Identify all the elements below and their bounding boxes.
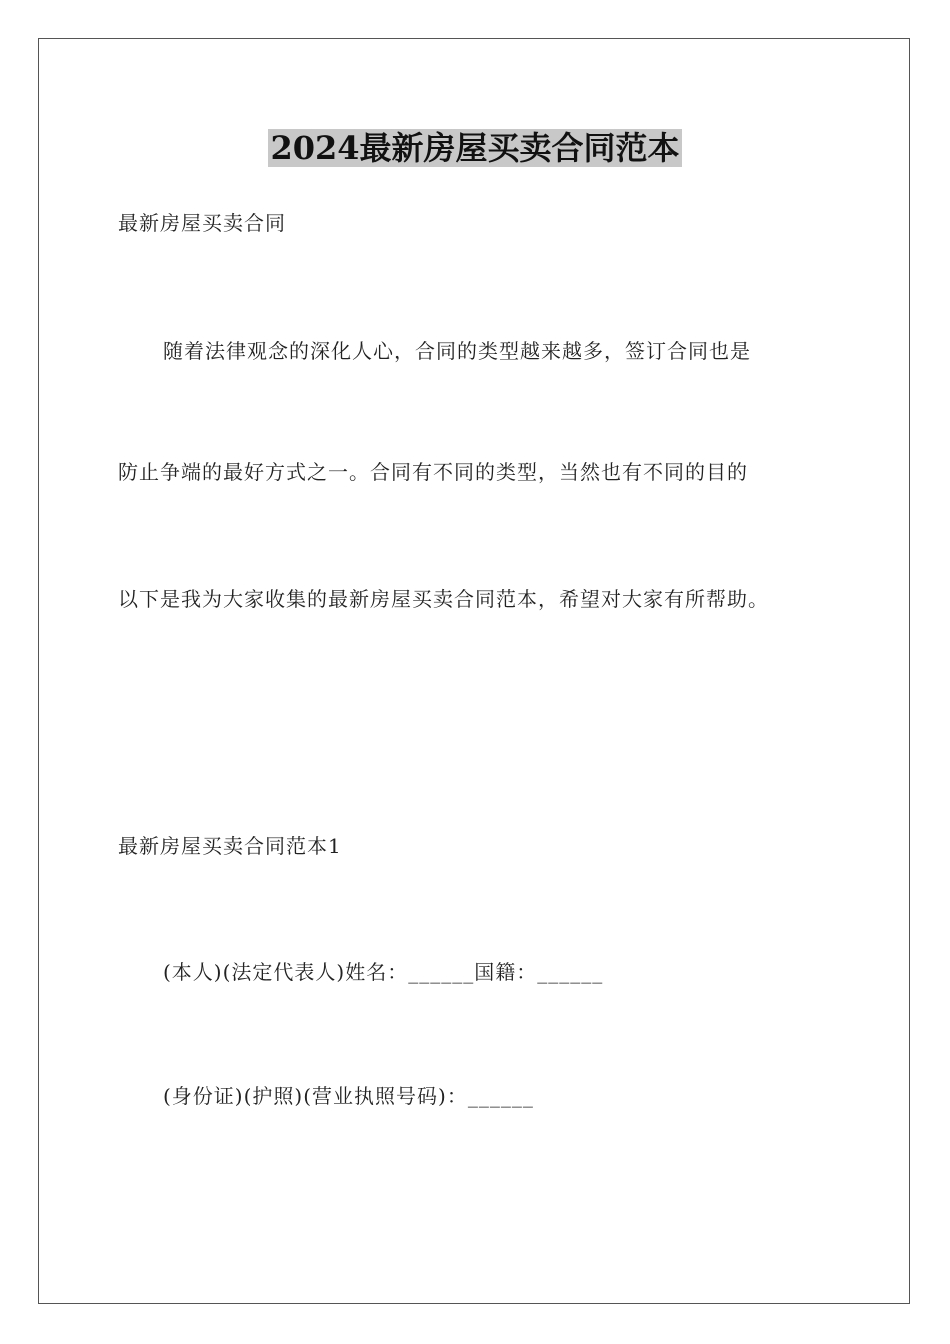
section-heading: 最新房屋买卖合同范本1 xyxy=(118,834,342,858)
intro-line-1: 随着法律观念的深化人心，合同的类型越来越多，签订合同也是 xyxy=(163,339,751,363)
document-title-text: 2024最新房屋买卖合同范本 xyxy=(270,129,680,167)
document-subtitle: 最新房屋买卖合同 xyxy=(118,211,286,235)
id-number-field: (身份证)(护照)(营业执照号码)：______ xyxy=(163,1084,534,1108)
intro-line-2: 防止争端的最好方式之一。合同有不同的类型，当然也有不同的目的 xyxy=(118,460,748,484)
document-title xyxy=(0,126,950,170)
intro-line-3: 以下是我为大家收集的最新房屋买卖合同范本，希望对大家有所帮助。 xyxy=(118,587,769,611)
name-nationality-field: (本人)(法定代表人)姓名：______国籍：______ xyxy=(163,960,604,984)
